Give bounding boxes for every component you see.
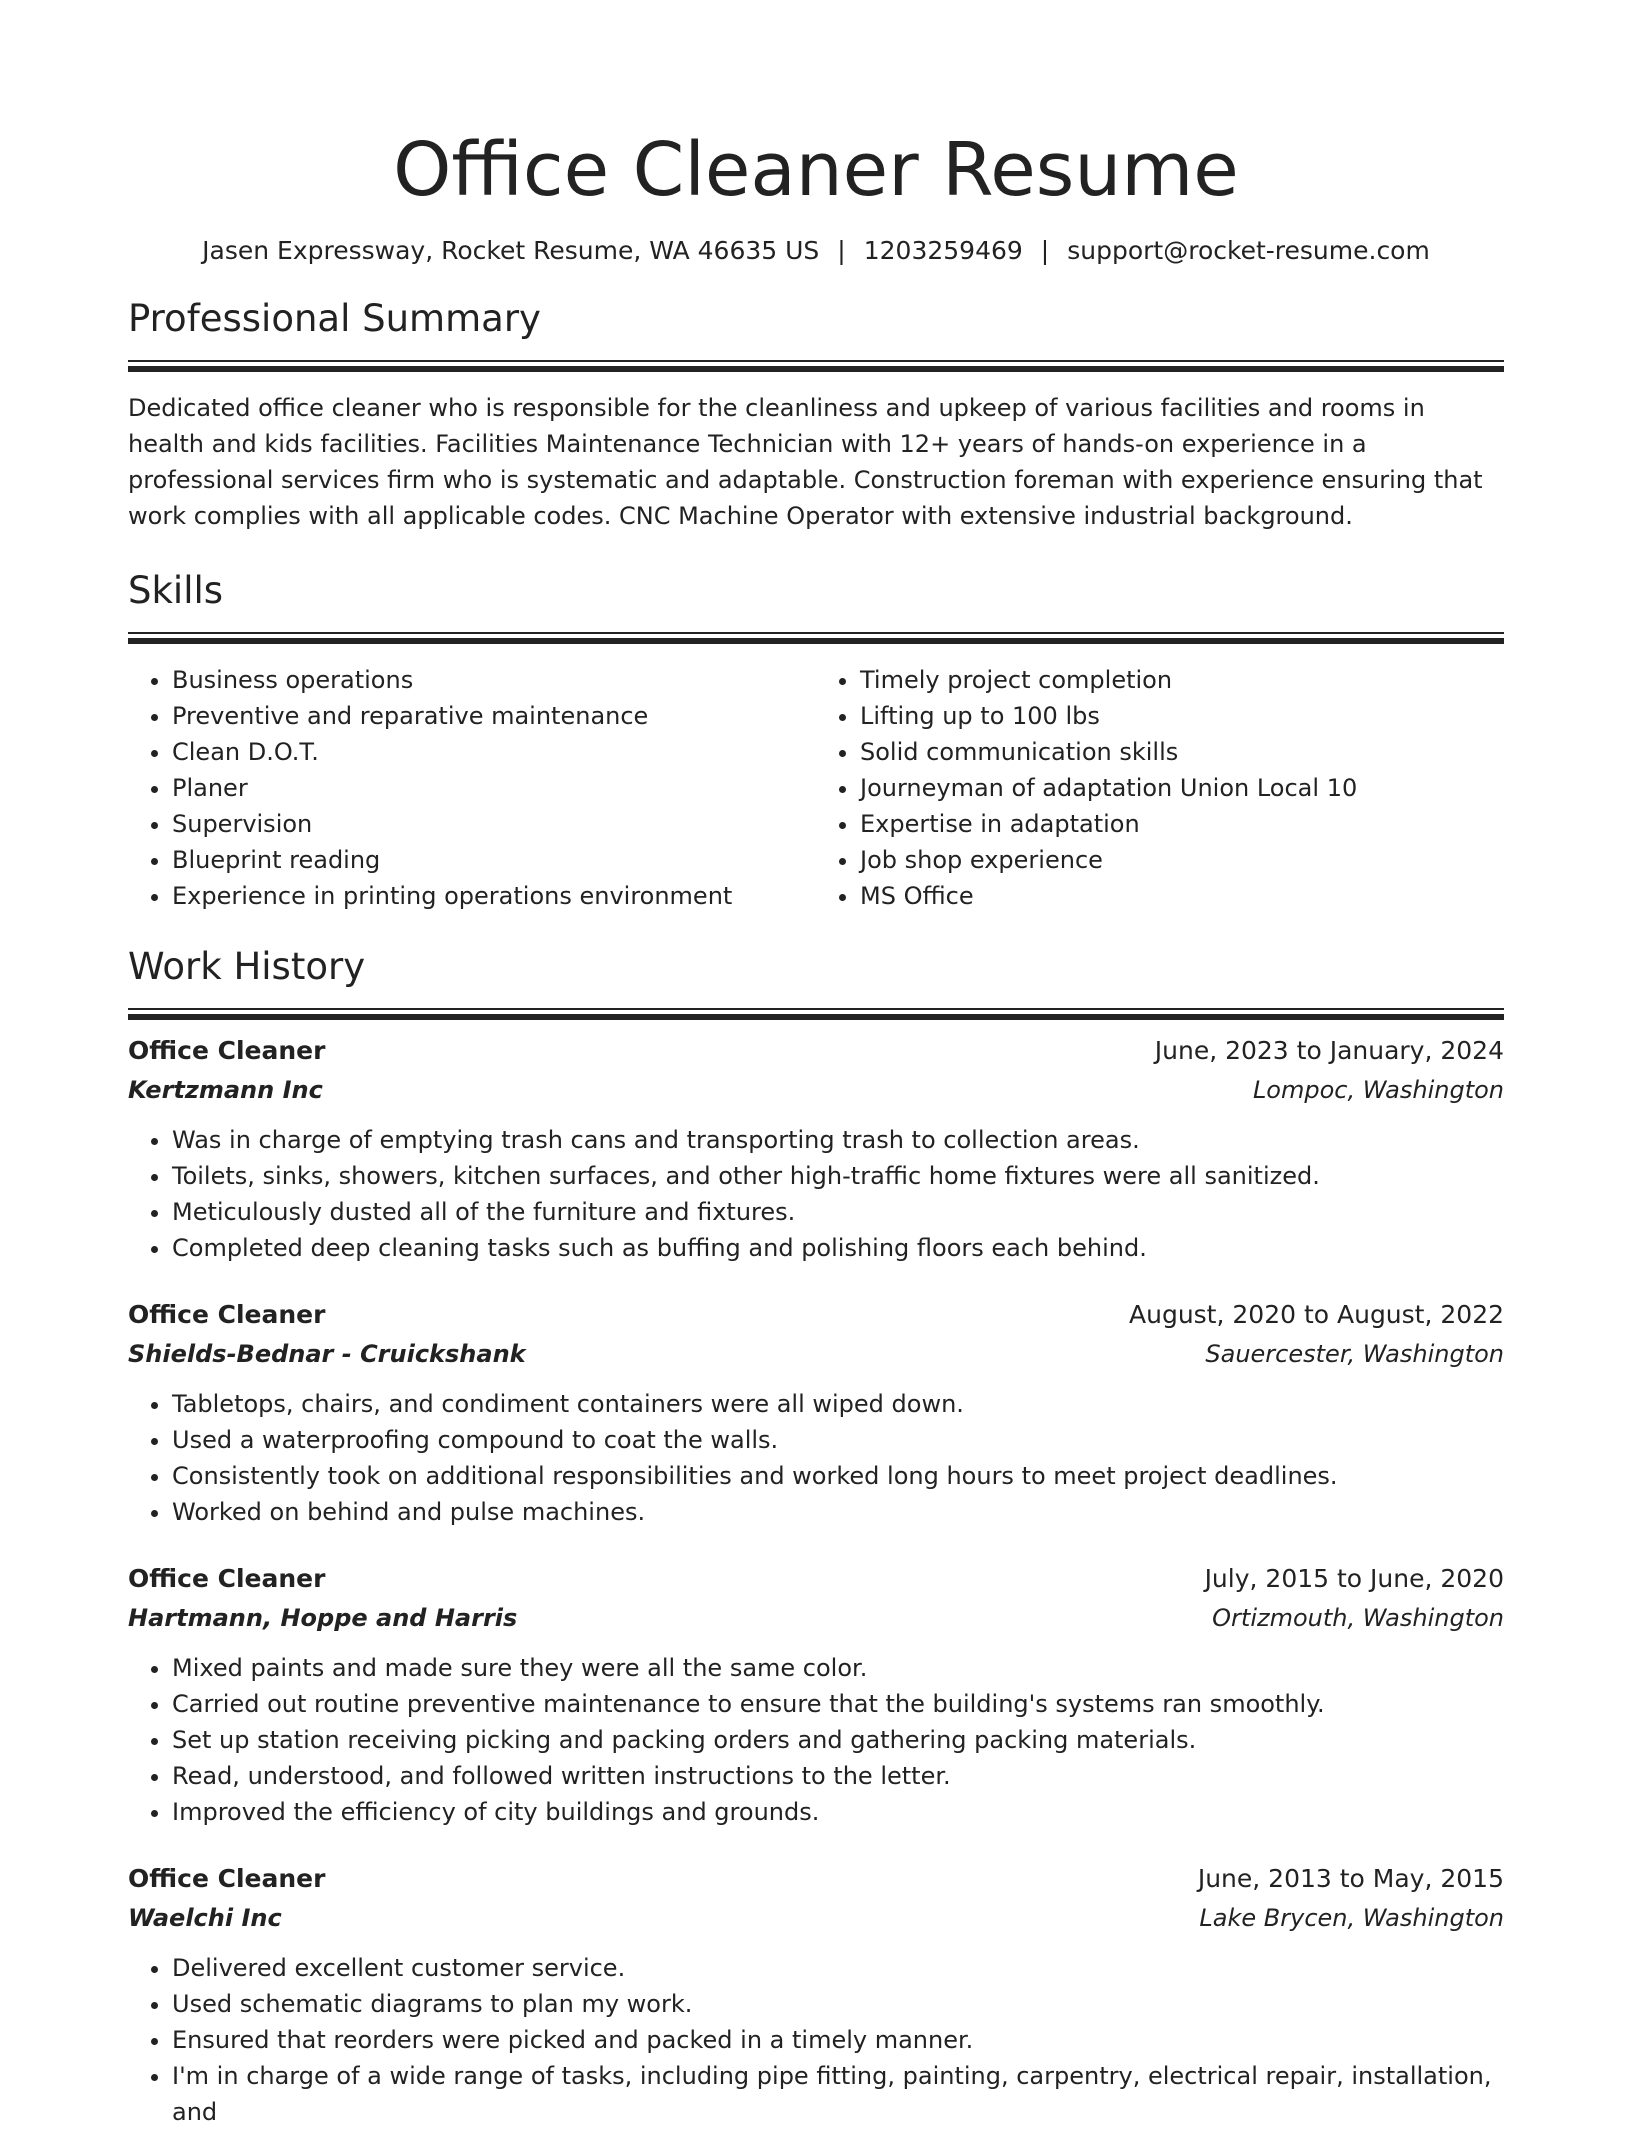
job-bullet: • Consistently took on additional responsibilities and worked long hours to meet project deadlines. <box>172 1458 1504 1494</box>
skill-item: • Lifting up to 100 lbs <box>860 698 1504 734</box>
job-bullet: • Used a waterproofing compound to coat the walls. <box>172 1422 1504 1458</box>
job-bullets <box>128 1650 1504 1830</box>
contact-line <box>128 234 1504 268</box>
job-bullets <box>128 1386 1504 1530</box>
skill-item: • Timely project completion <box>860 662 1504 698</box>
job-company: Hartmann, Hoppe and Harris <box>128 1604 518 1632</box>
contact-address: Jasen Expressway, Rocket Resume, WA 46635 US <box>202 236 820 265</box>
skill-item: • MS Office <box>860 878 1504 914</box>
job-entry <box>128 1032 1504 1266</box>
job-bullet: • Delivered excellent customer service. <box>172 1950 1504 1986</box>
job-bullet: • Completed deep cleaning tasks such as buffing and polishing floors each behind. <box>172 1230 1504 1266</box>
resume-title: Office Cleaner Resume <box>393 127 1239 213</box>
section-heading-skills: Skills <box>128 569 224 612</box>
job-bullet: • Set up station receiving picking and packing orders and gathering packing materials. <box>172 1722 1504 1758</box>
job-bullet: • Used schematic diagrams to plan my work. <box>172 1986 1504 2022</box>
skills-list-right <box>816 662 1504 914</box>
job-company: Waelchi Inc <box>128 1904 282 1932</box>
skills-grid <box>128 662 1504 914</box>
job-entry <box>128 1296 1504 1530</box>
skill-item: • Blueprint reading <box>172 842 816 878</box>
section-divider <box>128 360 1504 362</box>
job-bullet: • Ensured that reorders were picked and packed in a timely manner. <box>172 2022 1504 2058</box>
job-header-row <box>128 1296 1504 1334</box>
skill-item: • Preventive and reparative maintenance <box>172 698 816 734</box>
job-bullet: • Mixed paints and made sure they were all the same color. <box>172 1650 1504 1686</box>
skills-section <box>128 566 1504 914</box>
job-header-row <box>128 1032 1504 1070</box>
job-company-row <box>128 1598 1504 1638</box>
contact-phone: 1203259469 <box>863 236 1023 265</box>
skill-item: • Experience in printing operations environment <box>172 878 816 914</box>
job-title: Office Cleaner <box>128 1564 326 1593</box>
job-bullet: • I'm in charge of a wide range of tasks, including pipe fitting, painting, carpentry, electrical repair, installation, and <box>172 2058 1504 2130</box>
job-dates: August, 2020 to August, 2022 <box>1129 1300 1504 1329</box>
skill-item: • Journeyman of adaptation Union Local 10 <box>860 770 1504 806</box>
section-divider <box>128 632 1504 634</box>
job-company: Shields-Bednar - Cruickshank <box>128 1340 526 1368</box>
skill-item: • Business operations <box>172 662 816 698</box>
skill-item: • Planer <box>172 770 816 806</box>
job-title: Office Cleaner <box>128 1300 326 1329</box>
job-title: Office Cleaner <box>128 1036 326 1065</box>
skill-item: • Job shop experience <box>860 842 1504 878</box>
job-dates: June, 2013 to May, 2015 <box>1197 1864 1504 1893</box>
job-bullet: • Carried out routine preventive maintenance to ensure that the building's systems ran smoothly. <box>172 1686 1504 1722</box>
job-bullet: • Tabletops, chairs, and condiment containers were all wiped down. <box>172 1386 1504 1422</box>
work-history-section <box>128 942 1504 2130</box>
job-dates: June, 2023 to January, 2024 <box>1154 1036 1504 1065</box>
job-dates: July, 2015 to June, 2020 <box>1204 1564 1504 1593</box>
professional-summary-section <box>128 294 1504 534</box>
skills-list-left <box>128 662 816 914</box>
contact-separator: | <box>837 236 846 265</box>
job-company: Kertzmann Inc <box>128 1076 323 1104</box>
job-bullet: • Worked on behind and pulse machines. <box>172 1494 1504 1530</box>
skill-item: • Clean D.O.T. <box>172 734 816 770</box>
job-company-row <box>128 1898 1504 1938</box>
job-bullet: • Improved the efficiency of city buildings and grounds. <box>172 1794 1504 1830</box>
section-heading-summary: Professional Summary <box>128 297 541 340</box>
job-bullet: • Was in charge of emptying trash cans and transporting trash to collection areas. <box>172 1122 1504 1158</box>
job-bullets <box>128 1122 1504 1266</box>
contact-separator: | <box>1040 236 1050 265</box>
skill-item: • Supervision <box>172 806 816 842</box>
job-company-row <box>128 1070 1504 1110</box>
job-location: Sauercester, Washington <box>1205 1340 1504 1368</box>
contact-email[interactable]: support@rocket-resume.com <box>1067 236 1430 265</box>
job-location: Lake Brycen, Washington <box>1199 1904 1504 1932</box>
job-bullets <box>128 1950 1504 2130</box>
job-bullet: • Read, understood, and followed written instructions to the letter. <box>172 1758 1504 1794</box>
job-entry <box>128 1860 1504 2130</box>
job-company-row <box>128 1334 1504 1374</box>
job-title: Office Cleaner <box>128 1864 326 1893</box>
job-header-row <box>128 1860 1504 1898</box>
section-heading-work: Work History <box>128 945 366 988</box>
job-location: Ortizmouth, Washington <box>1212 1604 1504 1632</box>
job-bullet: • Toilets, sinks, showers, kitchen surfaces, and other high-traffic home fixtures were all sanitized. <box>172 1158 1504 1194</box>
summary-text: Dedicated office cleaner who is responsible for the cleanliness and upkeep of various facilities and rooms in health and kids facilities. Facilities Maintenance Technician with 12+ years of hands-on experience in a professional services firm who is systematic and adaptable. Construction foreman with experience ensuring that work complies with all applicable codes. CNC Machine Operator with extensive industrial background. <box>128 394 1483 530</box>
skill-item: • Solid communication skills <box>860 734 1504 770</box>
section-divider <box>128 1008 1504 1010</box>
job-header-row <box>128 1560 1504 1598</box>
job-bullet: • Meticulously dusted all of the furniture and fixtures. <box>172 1194 1504 1230</box>
job-location: Lompoc, Washington <box>1252 1076 1504 1104</box>
job-entry <box>128 1560 1504 1830</box>
skill-item: • Expertise in adaptation <box>860 806 1504 842</box>
